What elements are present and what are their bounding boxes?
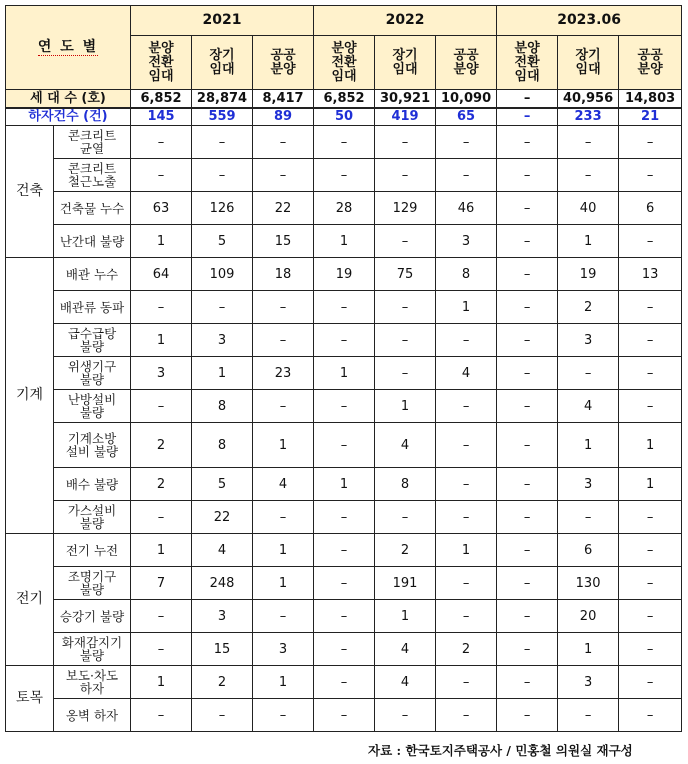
defects-total-value: 21 (619, 108, 682, 126)
subcolumn-header: 분양 전환 임대 (131, 36, 192, 90)
value-cell: 1 (558, 633, 619, 666)
value-cell: – (497, 501, 558, 534)
item-label: 전기 누전 (65, 542, 119, 558)
households-value: 6,852 (131, 90, 192, 108)
year-header-2021: 2021 (131, 6, 314, 36)
value-cell: 4 (253, 468, 314, 501)
defects-total-value: – (497, 108, 558, 126)
value-cell: – (192, 126, 253, 159)
source-note: 자료 : 한국토지주택공사 / 민홍철 의원실 재구성 (368, 743, 633, 758)
value-cell: – (497, 567, 558, 600)
item-label: 가스설비 불량 (67, 503, 117, 531)
value-cell: 1 (619, 468, 682, 501)
value-cell: 109 (192, 258, 253, 291)
value-cell: – (558, 159, 619, 192)
value-cell: 1 (558, 225, 619, 258)
item-label-cell (54, 225, 131, 258)
table-row (6, 600, 682, 633)
subcolumn-header: 분양 전환 임대 (314, 36, 375, 90)
defects-total-value: 145 (131, 108, 192, 126)
value-cell: 8 (192, 390, 253, 423)
defect-statistics-table (5, 5, 682, 732)
value-cell: – (375, 159, 436, 192)
item-label: 급수급탕 불량 (67, 326, 117, 354)
value-cell: 7 (131, 567, 192, 600)
value-cell: – (314, 126, 375, 159)
value-cell: – (375, 357, 436, 390)
year-header-2023: 2023.06 (497, 6, 682, 36)
value-cell: – (253, 159, 314, 192)
defects-total-value: 89 (253, 108, 314, 126)
value-cell: – (436, 699, 497, 732)
table-row (6, 192, 682, 225)
value-cell: 4 (375, 666, 436, 699)
value-cell: 2 (436, 633, 497, 666)
table-row (6, 225, 682, 258)
value-cell: 8 (375, 468, 436, 501)
value-cell: – (436, 423, 497, 468)
value-cell: – (314, 501, 375, 534)
value-cell: 1 (131, 666, 192, 699)
corner-header: 연 도 별 (6, 6, 131, 90)
value-cell: 1 (131, 225, 192, 258)
value-cell: 1 (131, 534, 192, 567)
value-cell: 1 (436, 291, 497, 324)
value-cell: – (436, 567, 497, 600)
value-cell: – (619, 534, 682, 567)
table-row (6, 534, 682, 567)
item-label-cell (54, 357, 131, 390)
value-cell: 129 (375, 192, 436, 225)
item-label: 위생기구 불량 (67, 359, 117, 387)
value-cell: – (314, 390, 375, 423)
value-cell: 8 (436, 258, 497, 291)
item-label-cell (54, 666, 131, 699)
defects-total-label: 하자건수 (건) (6, 108, 131, 126)
value-cell: – (497, 390, 558, 423)
defects-total-value: 233 (558, 108, 619, 126)
value-cell: 19 (314, 258, 375, 291)
table-row (6, 468, 682, 501)
value-cell: – (314, 423, 375, 468)
value-cell: – (619, 291, 682, 324)
year-header-2022: 2022 (314, 6, 497, 36)
value-cell: 2 (558, 291, 619, 324)
category-label: 토목 (6, 666, 54, 732)
value-cell: 191 (375, 567, 436, 600)
value-cell: 3 (558, 324, 619, 357)
value-cell: – (253, 600, 314, 633)
value-cell: 15 (192, 633, 253, 666)
item-label-cell (54, 192, 131, 225)
item-label-cell (54, 633, 131, 666)
households-value: 14,803 (619, 90, 682, 108)
defects-total-value: 559 (192, 108, 253, 126)
value-cell: 3 (558, 666, 619, 699)
value-cell: 130 (558, 567, 619, 600)
item-label-cell (54, 423, 131, 468)
value-cell: – (253, 324, 314, 357)
value-cell: – (131, 501, 192, 534)
value-cell: 2 (131, 468, 192, 501)
table-row (6, 666, 682, 699)
value-cell: 19 (558, 258, 619, 291)
value-cell: – (497, 666, 558, 699)
value-cell: – (497, 225, 558, 258)
value-cell: 1 (619, 423, 682, 468)
value-cell: 13 (619, 258, 682, 291)
value-cell: – (619, 633, 682, 666)
value-cell: – (497, 600, 558, 633)
item-label-cell (54, 159, 131, 192)
value-cell: 1 (375, 390, 436, 423)
value-cell: 1 (375, 600, 436, 633)
value-cell: 126 (192, 192, 253, 225)
item-label: 배관 누수 (65, 266, 119, 282)
item-label-cell (54, 501, 131, 534)
value-cell: – (314, 633, 375, 666)
value-cell: 6 (619, 192, 682, 225)
value-cell: – (436, 126, 497, 159)
value-cell: – (619, 390, 682, 423)
value-cell: 1 (314, 225, 375, 258)
value-cell: 4 (436, 357, 497, 390)
item-label: 조명기구 불량 (67, 569, 117, 597)
value-cell: – (253, 699, 314, 732)
value-cell: 1 (253, 423, 314, 468)
value-cell: – (314, 534, 375, 567)
value-cell: – (619, 126, 682, 159)
table-row (6, 699, 682, 732)
value-cell: – (436, 600, 497, 633)
value-cell: – (131, 600, 192, 633)
value-cell: – (314, 324, 375, 357)
value-cell: – (497, 357, 558, 390)
households-value: 10,090 (436, 90, 497, 108)
value-cell: – (314, 699, 375, 732)
value-cell: 2 (192, 666, 253, 699)
value-cell: – (436, 468, 497, 501)
value-cell: 20 (558, 600, 619, 633)
value-cell: – (375, 501, 436, 534)
value-cell: – (131, 390, 192, 423)
value-cell: 1 (314, 357, 375, 390)
value-cell: 1 (558, 423, 619, 468)
item-label: 건축물 누수 (59, 200, 125, 216)
defects-total-value: 50 (314, 108, 375, 126)
item-label: 화재감지기 불량 (61, 635, 123, 663)
value-cell: – (619, 357, 682, 390)
value-cell: – (375, 291, 436, 324)
subcolumn-header: 공공 분양 (619, 36, 682, 90)
value-cell: 6 (558, 534, 619, 567)
subcolumn-header: 장기 임대 (558, 36, 619, 90)
value-cell: – (497, 291, 558, 324)
value-cell: 1 (253, 567, 314, 600)
item-label: 난간대 불량 (59, 233, 125, 249)
value-cell: – (192, 699, 253, 732)
value-cell: 4 (558, 390, 619, 423)
value-cell: – (497, 126, 558, 159)
item-label-cell (54, 291, 131, 324)
value-cell: – (192, 159, 253, 192)
value-cell: – (497, 633, 558, 666)
households-value: 8,417 (253, 90, 314, 108)
defects-total-row (6, 108, 682, 126)
value-cell: 28 (314, 192, 375, 225)
value-cell: – (558, 126, 619, 159)
value-cell: – (436, 501, 497, 534)
table-row (6, 633, 682, 666)
value-cell: 1 (436, 534, 497, 567)
value-cell: – (375, 126, 436, 159)
value-cell: – (497, 534, 558, 567)
subcolumn-header: 장기 임대 (192, 36, 253, 90)
value-cell: – (314, 291, 375, 324)
value-cell: 1 (131, 324, 192, 357)
value-cell: – (253, 291, 314, 324)
item-label: 난방설비 불량 (67, 392, 117, 420)
item-label: 보도·차도 하자 (65, 668, 119, 696)
table-row (6, 291, 682, 324)
value-cell: 18 (253, 258, 314, 291)
value-cell: – (375, 324, 436, 357)
value-cell: – (253, 390, 314, 423)
value-cell: – (619, 699, 682, 732)
item-label: 배수 불량 (65, 476, 119, 492)
value-cell: – (253, 126, 314, 159)
value-cell: 63 (131, 192, 192, 225)
value-cell: – (131, 159, 192, 192)
item-label-cell (54, 258, 131, 291)
value-cell: 2 (131, 423, 192, 468)
value-cell: – (497, 159, 558, 192)
households-label: 세 대 수 (호) (6, 90, 131, 108)
value-cell: 40 (558, 192, 619, 225)
table-row (6, 324, 682, 357)
households-value: 30,921 (375, 90, 436, 108)
value-cell: – (192, 291, 253, 324)
value-cell: – (619, 501, 682, 534)
value-cell: 4 (192, 534, 253, 567)
value-cell: – (619, 159, 682, 192)
value-cell: – (558, 357, 619, 390)
table-row (6, 423, 682, 468)
value-cell: 1 (253, 666, 314, 699)
value-cell: – (314, 567, 375, 600)
value-cell: – (497, 699, 558, 732)
item-label: 콘크리트 철근노출 (67, 161, 117, 189)
value-cell: 2 (375, 534, 436, 567)
value-cell: 8 (192, 423, 253, 468)
households-value: 40,956 (558, 90, 619, 108)
table-wrapper (5, 5, 682, 732)
value-cell: – (619, 600, 682, 633)
value-cell: – (131, 126, 192, 159)
value-cell: – (497, 192, 558, 225)
item-label-cell (54, 126, 131, 159)
value-cell: – (497, 324, 558, 357)
table-row (6, 126, 682, 159)
value-cell: – (497, 258, 558, 291)
value-cell: – (619, 567, 682, 600)
table-row (6, 390, 682, 423)
item-label-cell (54, 468, 131, 501)
subcolumn-header: 장기 임대 (375, 36, 436, 90)
category-label: 건축 (6, 126, 54, 258)
value-cell: – (558, 501, 619, 534)
value-cell: – (436, 390, 497, 423)
value-cell: – (619, 666, 682, 699)
value-cell: 248 (192, 567, 253, 600)
value-cell: 5 (192, 468, 253, 501)
item-label: 승강기 불량 (59, 608, 125, 624)
subcolumn-header: 공공 분양 (436, 36, 497, 90)
item-label: 기계소방 설비 불량 (65, 431, 119, 459)
item-label: 옹벽 하자 (65, 707, 119, 723)
table-row (6, 357, 682, 390)
value-cell: 64 (131, 258, 192, 291)
value-cell: – (314, 666, 375, 699)
households-row (6, 90, 682, 108)
value-cell: 46 (436, 192, 497, 225)
value-cell: 1 (192, 357, 253, 390)
value-cell: 3 (192, 324, 253, 357)
value-cell: – (497, 423, 558, 468)
item-label-cell (54, 534, 131, 567)
table-row (6, 258, 682, 291)
value-cell: 3 (436, 225, 497, 258)
table-row (6, 159, 682, 192)
value-cell: 1 (314, 468, 375, 501)
value-cell: – (253, 501, 314, 534)
item-label-cell (54, 699, 131, 732)
value-cell: 75 (375, 258, 436, 291)
value-cell: – (558, 699, 619, 732)
value-cell: – (131, 633, 192, 666)
item-label: 배관류 동파 (59, 299, 125, 315)
item-label-cell (54, 567, 131, 600)
subcolumn-header: 분양 전환 임대 (497, 36, 558, 90)
value-cell: – (436, 324, 497, 357)
table-row (6, 501, 682, 534)
value-cell: – (497, 468, 558, 501)
value-cell: 22 (253, 192, 314, 225)
defects-total-value: 65 (436, 108, 497, 126)
value-cell: – (375, 699, 436, 732)
value-cell: 3 (558, 468, 619, 501)
value-cell: 23 (253, 357, 314, 390)
value-cell: – (314, 600, 375, 633)
value-cell: 3 (253, 633, 314, 666)
item-label-cell (54, 324, 131, 357)
table-row (6, 567, 682, 600)
subcolumn-header: 공공 분양 (253, 36, 314, 90)
value-cell: – (619, 324, 682, 357)
households-value: 6,852 (314, 90, 375, 108)
households-value: 28,874 (192, 90, 253, 108)
category-label: 기계 (6, 258, 54, 534)
value-cell: 3 (131, 357, 192, 390)
item-label-cell (54, 600, 131, 633)
value-cell: 5 (192, 225, 253, 258)
item-label: 콘크리트 균열 (67, 128, 117, 156)
value-cell: – (436, 159, 497, 192)
value-cell: 3 (192, 600, 253, 633)
value-cell: – (131, 291, 192, 324)
value-cell: – (375, 225, 436, 258)
value-cell: 4 (375, 633, 436, 666)
value-cell: – (619, 225, 682, 258)
value-cell: – (436, 666, 497, 699)
value-cell: 15 (253, 225, 314, 258)
value-cell: 22 (192, 501, 253, 534)
value-cell: – (131, 699, 192, 732)
category-label: 전기 (6, 534, 54, 666)
defects-total-value: 419 (375, 108, 436, 126)
value-cell: – (314, 159, 375, 192)
item-label-cell (54, 390, 131, 423)
value-cell: 4 (375, 423, 436, 468)
value-cell: 1 (253, 534, 314, 567)
households-value: – (497, 90, 558, 108)
